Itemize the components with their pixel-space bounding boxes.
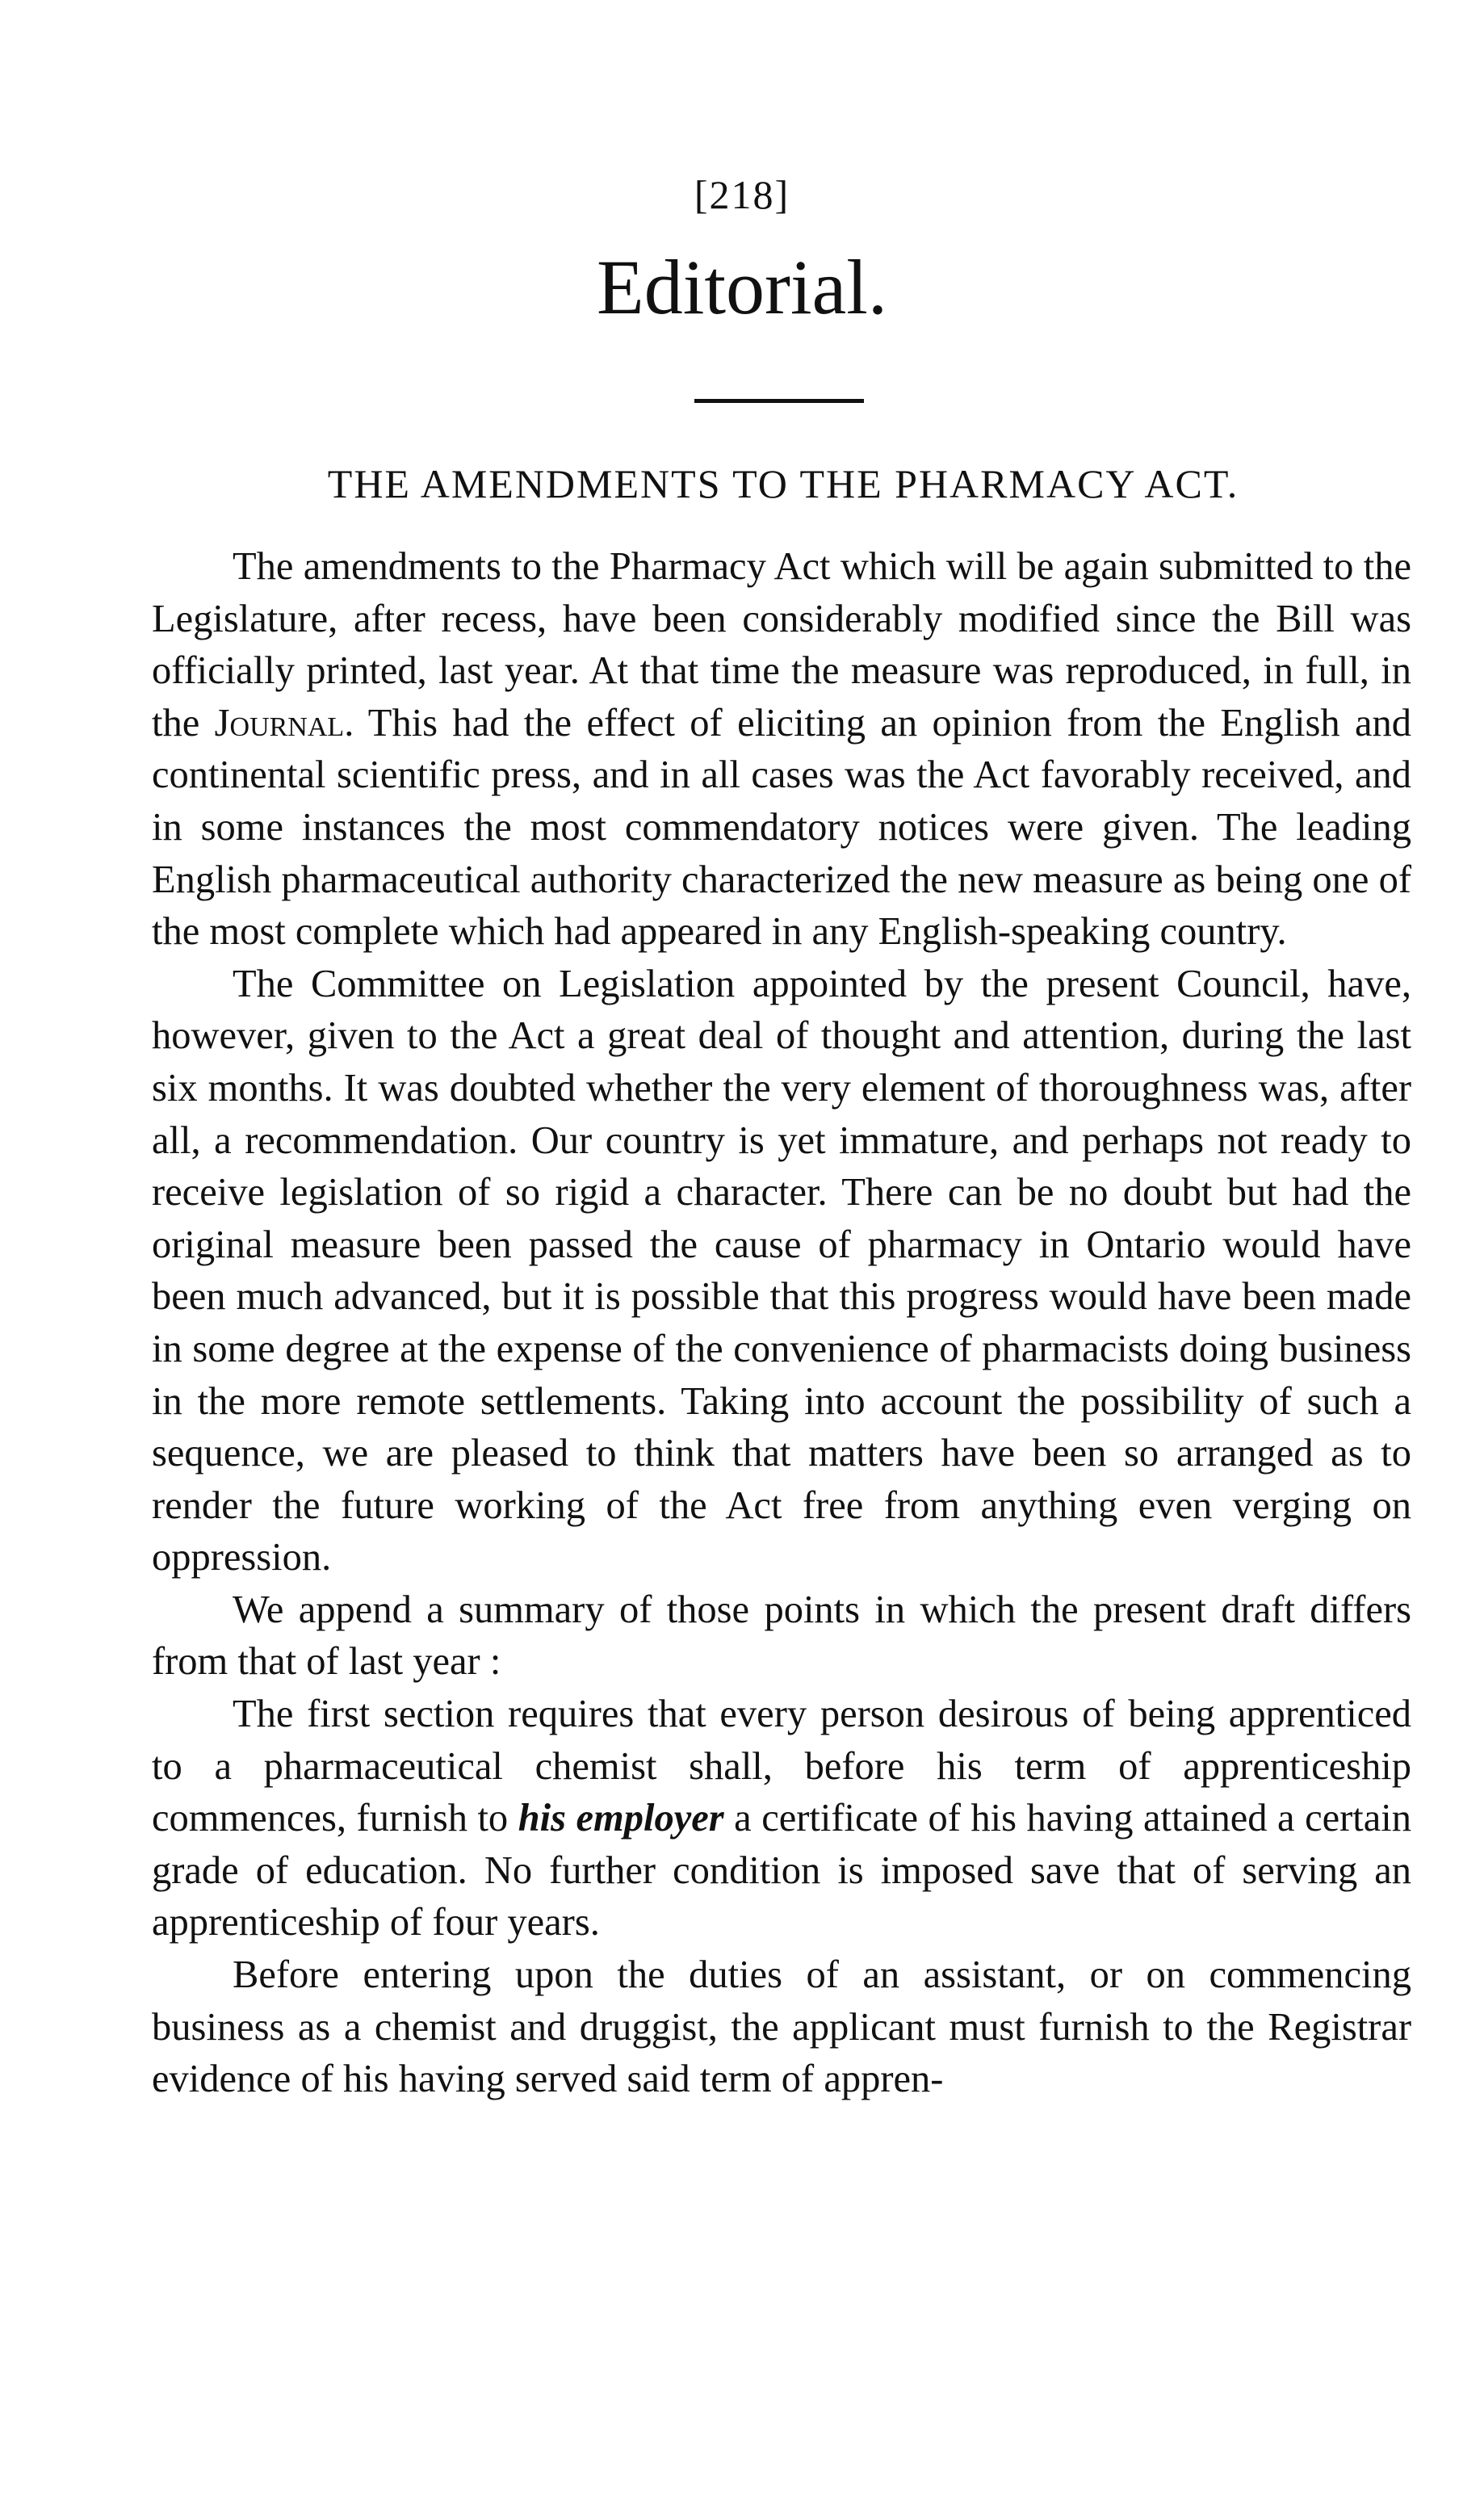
page-number: [218] xyxy=(694,172,790,217)
paragraph-3: We append a summary of those points in which the present draft differs from that of last year : xyxy=(152,1588,1411,1684)
paragraph-1: The amendments to the Pharmacy Act which will be again submitted to the Legislature, after recess, have been considerably modified since the Bill was officially printed, last year. At that time the measure was reproduced, in full, in the Journal. This had the effect of eliciting an opinion from the English and continental scientific press, and in all cases was the Act favorably received, and in some instances the most commendatory notices were given. The leading English pharmaceutical authority characterized the new measure as being one of the most complete which had appeared in any English-speaking country. xyxy=(152,545,1411,954)
article-body xyxy=(152,541,1411,2106)
page-heading: Editorial. xyxy=(597,244,887,330)
heading-divider xyxy=(694,399,864,403)
paragraph-5: Before entering upon the duties of an assistant, or on commencing business as a chemist and druggist, the applicant must furnish to the Registrar evidence of his having served said term of appren- xyxy=(152,1953,1411,2101)
paragraph-4: The first section requires that every person desirous of being apprenticed to a pharmaceutical chemist shall, before his term of apprenticeship commences, furnish to his employer a certificate of his having attained a certain grade of education. No further condition is imposed save that of serving an apprenticeship of four years. xyxy=(152,1693,1411,1945)
emphasized-text: his employer xyxy=(518,1797,724,1840)
paragraph-2: The Committee on Legislation appointed by the present Council, have, however, given to the Act a great deal of thought and attention, during the last six months. It was doubted whether the very element of thoroughness was, after all, a recommendation. Our country is yet immature, and perhaps not ready to receive legislation of so rigid a character. There can be no doubt but had the original measure been passed the cause of pharmacy in Ontario would have been much advanced, but it is possible that this progress would have been made in some degree at the expense of the convenience of pharmacists doing business in the more remote settlements. Taking into account the possibility of such a sequence, we are pleased to think that matters have been so arranged as to render the future working of the Act free from anything even verging on oppression. xyxy=(152,962,1411,1580)
journal-reference: Journal xyxy=(214,701,345,745)
article-title: THE AMENDMENTS TO THE PHARMACY ACT. xyxy=(327,461,1239,506)
